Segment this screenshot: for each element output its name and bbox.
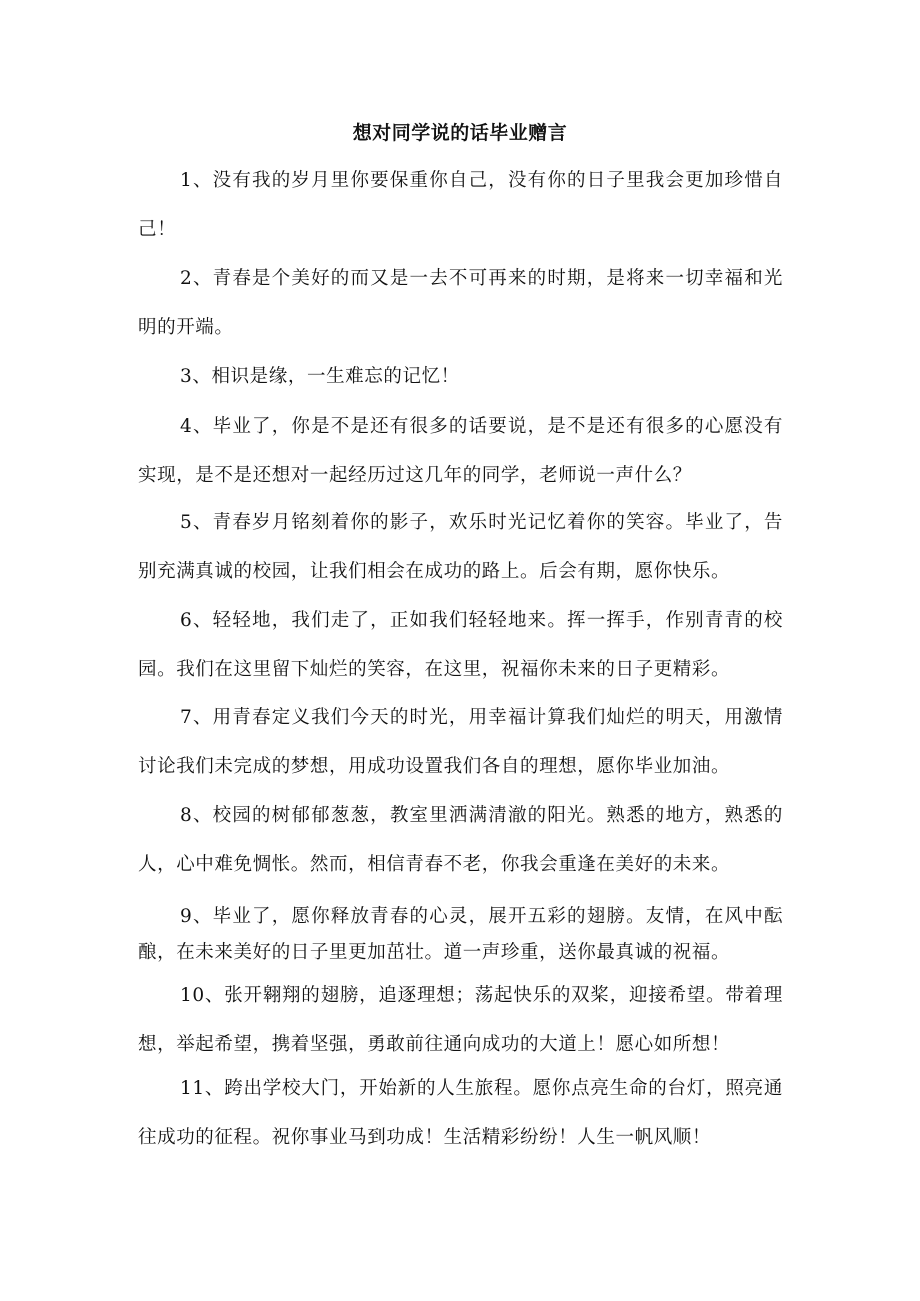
paragraph-3: 3、相识是缘，一生难忘的记忆！ (180, 366, 460, 387)
paragraph-11: 11、跨出学校大门，开始新的人生旅程。愿你点亮生命的台灯，照亮通往成功的征程。祝你事业马到功成！生活精彩纷纷！人生一帆风顺！ (138, 1078, 783, 1148)
paragraph-10: 10、张开翱翔的翅膀，追逐理想；荡起快乐的双桨，迎接希望。带着理想，举起希望，携着坚强，勇敢前往通向成功的大道上！愿心如所想！ (138, 985, 783, 1055)
paragraph-9: 9、毕业了，愿你释放青春的心灵，展开五彩的翅膀。友情，在风中酝酿，在未来美好的日子里更加茁壮。道一声珍重，送你最真诚的祝福。 (138, 906, 783, 963)
paragraph-7: 7、用青春定义我们今天的时光，用幸福计算我们灿烂的明天，用激情讨论我们未完成的梦想，用成功设置我们各自的理想，愿你毕业加油。 (138, 707, 783, 777)
paragraph-4: 4、毕业了，你是不是还有很多的话要说，是不是还有很多的心愿没有实现，是不是还想对一起经历过这几年的同学，老师说一声什么？ (138, 416, 783, 486)
paragraph-5: 5、青春岁月铭刻着你的影子，欢乐时光记忆着你的笑容。毕业了，告别充满真诚的校园，让我们相会在成功的路上。后会有期，愿你快乐。 (138, 512, 783, 582)
paragraph-2: 2、青春是个美好的而又是一去不可再来的时期，是将来一切幸福和光明的开端。 (138, 268, 783, 338)
document-title: 想对同学说的话毕业赠言 (352, 122, 568, 144)
paragraph-8: 8、校园的树郁郁葱葱，教室里洒满清澈的阳光。熟悉的地方，熟悉的人，心中难免惆怅。然而，相信青春不老，你我会重逢在美好的未来。 (138, 805, 783, 875)
paragraph-6: 6、轻轻地，我们走了，正如我们轻轻地来。挥一挥手，作别青青的校园。我们在这里留下灿烂的笑容，在这里，祝福你未来的日子更精彩。 (138, 610, 783, 680)
paragraph-1: 1、没有我的岁月里你要保重你自己，没有你的日子里我会更加珍惜自己！ (138, 170, 783, 240)
